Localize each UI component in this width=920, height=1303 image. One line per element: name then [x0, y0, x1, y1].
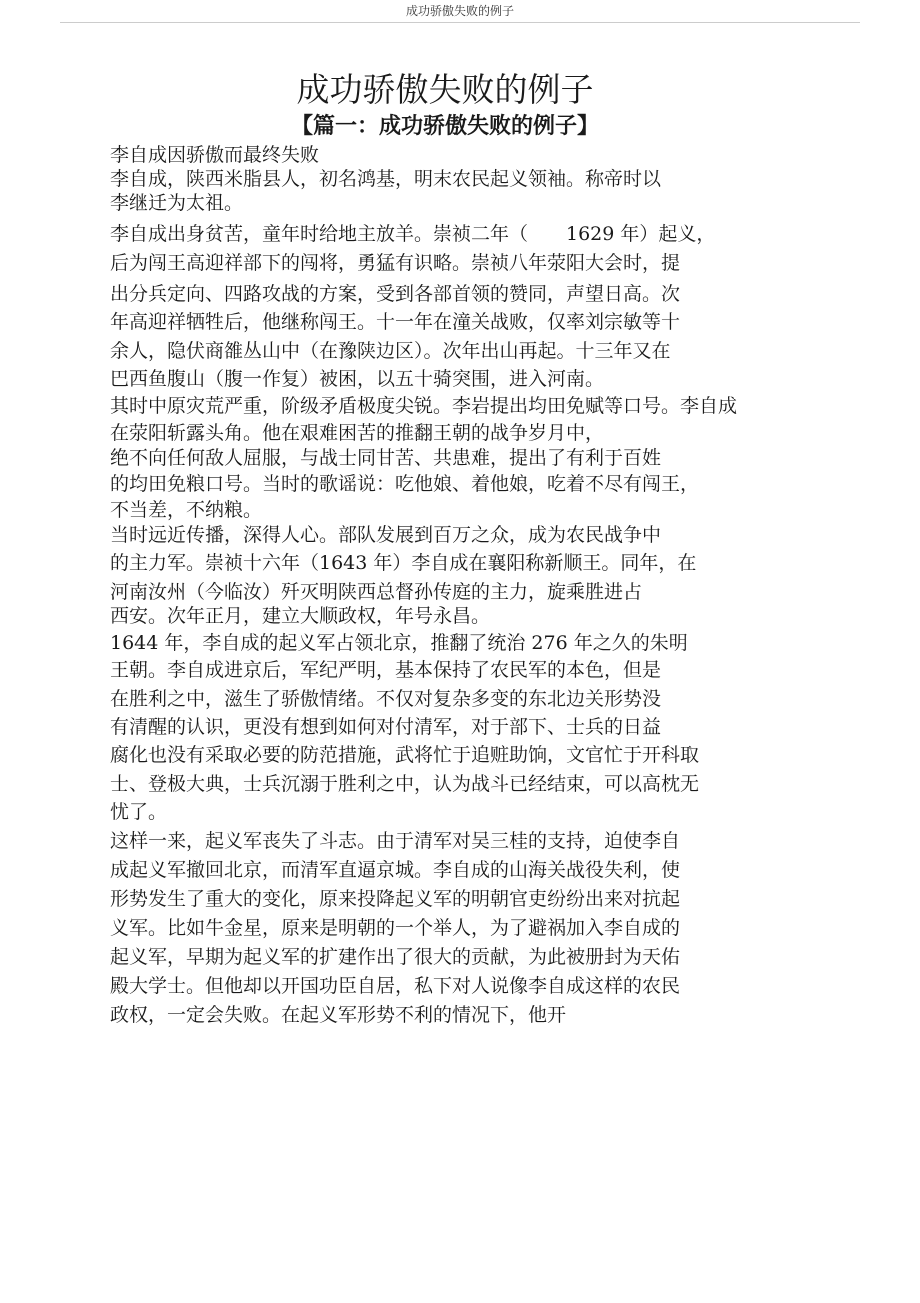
- body-line: 腐化也没有采取必要的防范措施，武将忙于追赃助饷，文官忙于开科取: [110, 744, 700, 766]
- body-line: 后为闯王高迎祥部下的闯将，勇猛有识略。崇祯八年荥阳大会时，提: [110, 252, 681, 274]
- body-line: 李自成，陕西米脂县人，初名鸿基，明末农民起义领袖。称帝时以: [110, 168, 662, 190]
- body-line: 其时中原灾荒严重，阶级矛盾极度尖锐。李岩提出均田免赋等口号。李自成: [110, 395, 738, 417]
- body-line: 政权，一定会失败。在起义军形势不利的情况下，他开: [110, 1004, 567, 1026]
- body-line: 有清醒的认识，更没有想到如何对付清军，对于部下、士兵的日益: [110, 716, 662, 738]
- body-line: 在荥阳斩露头角。他在艰难困苦的推翻王朝的战争岁月中，: [110, 422, 605, 444]
- body-line: 王朝。李自成进京后，军纪严明，基本保持了农民军的本色，但是: [110, 659, 662, 681]
- body-line: 西安。次年正月，建立大顺政权，年号永昌。: [110, 605, 491, 627]
- body-line: 的均田免粮口号。当时的歌谣说：吃他娘、着他娘，吃着不尽有闯王，: [110, 473, 700, 495]
- section-heading: 【篇一：成功骄傲失败的例子】: [290, 114, 599, 139]
- body-line: 余人，隐伏商雒丛山中（在豫陕边区）。次年出山再起。十三年又在: [110, 340, 671, 362]
- body-line: 起义军，早期为起义军的扩建作出了很大的贡献，为此被册封为天佑: [110, 946, 681, 968]
- body-line: 巴西鱼腹山（腹一作复）被困，以五十骑突围，进入河南。: [110, 368, 605, 390]
- body-line: 李继迁为太祖。: [110, 192, 244, 214]
- body-line: 在胜利之中，滋生了骄傲情绪。不仅对复杂多变的东北边关形势没: [110, 688, 662, 710]
- body-line: 义军。比如牛金星，原来是明朝的一个举人，为了避祸加入李自成的: [110, 917, 681, 939]
- header-divider: [60, 22, 860, 23]
- body-line: 河南汝州（今临汝）歼灭明陕西总督孙传庭的主力，旋乘胜进占: [110, 581, 643, 603]
- body-line: 形势发生了重大的变化，原来投降起义军的明朝官吏纷纷出来对抗起: [110, 888, 681, 910]
- body-line: 这样一来，起义军丧失了斗志。由于清军对吴三桂的支持，迫使李自: [110, 830, 681, 852]
- body-line: 当时远近传播，深得人心。部队发展到百万之众，成为农民战争中: [110, 524, 662, 546]
- body-line: 不当差，不纳粮。: [110, 499, 263, 521]
- running-header: 成功骄傲失败的例子: [405, 4, 514, 18]
- body-line: 忧了。: [110, 801, 168, 823]
- body-line: 1644 年，李自成的起义军占领北京，推翻了统治 276 年之久的朱明: [110, 632, 688, 654]
- body-line: 殿大学士。但他却以开国功臣自居，私下对人说像李自成这样的农民: [110, 975, 681, 997]
- body-line: 士、登极大典，士兵沉溺于胜利之中，认为战斗已经结束，可以高枕无: [110, 773, 700, 795]
- body-line: 李自成因骄傲而最终失败: [110, 144, 320, 166]
- body-line: 的主力军。崇祯十六年（1643 年）李自成在襄阳称新顺王。同年，在: [110, 552, 697, 574]
- body-line: 出分兵定向、四路攻战的方案，受到各部首领的赞同，声望日高。次: [110, 283, 681, 305]
- body-line: 李自成出身贫苦，童年时给地主放羊。崇祯二年（ 1629 年）起义，: [110, 223, 716, 245]
- page-title: 成功骄傲失败的例子: [296, 70, 594, 109]
- body-line: 成起义军撤回北京，而清军直逼京城。李自成的山海关战役失利，使: [110, 859, 681, 881]
- body-line: 年高迎祥牺牲后，他继称闯王。十一年在潼关战败，仅率刘宗敏等十: [110, 311, 681, 333]
- body-line: 绝不向任何敌人屈服，与战士同甘苦、共患难，提出了有利于百姓: [110, 447, 662, 469]
